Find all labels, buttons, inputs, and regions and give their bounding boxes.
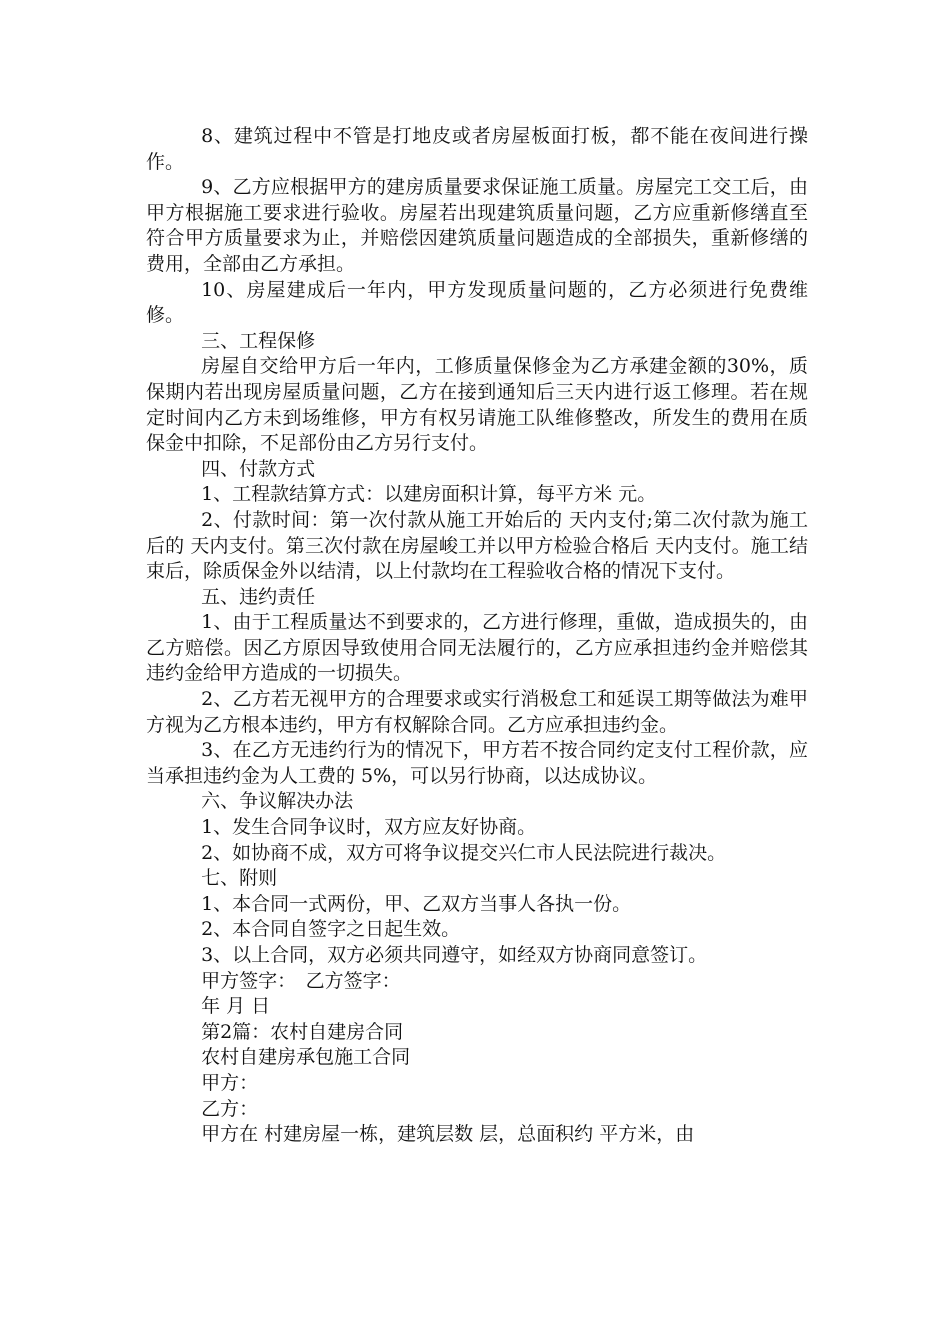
payment-clause-2: 2、付款时间：第一次付款从施工开始后的 天内支付;第二次付款为施工后的 天内支付。第三次付款在房屋峻工并以甲方检验合格后 天内支付。施工结束后，除质保金外以结清，以上付款均在工程验收合格的情况下支付。 [146, 508, 808, 583]
date-line: 年 月 日 [201, 995, 271, 1018]
appendix-clause-3: 3、以上合同，双方必须共同遵守，如经双方协商同意签订。 [201, 944, 708, 966]
contract-title: 农村自建房承包施工合同 [201, 1046, 411, 1069]
breach-clause-3: 3、在乙方无违约行为的情况下，甲方若不按合同约定支付工程价款，应当承担违约金为人工费的 5%，可以另行协商，以达成协议。 [146, 739, 808, 787]
warranty-text: 房屋自交给甲方后一年内，工修质量保修金为乙方承建金额的30%，质保期内若出现房屋质量问题，乙方在接到通知后三天内进行返工修理。若在规定时间内乙方未到场维修，甲方有权另请施工队维修整改，所发生的费用在质保金中扣除，不足部份由乙方另行支付。 [146, 355, 808, 455]
payment-clause-1: 1、工程款结算方式：以建房面积计算，每平方米 元。 [201, 483, 657, 506]
party-a-line: 甲方： [201, 1071, 259, 1094]
section-heading-warranty: 三、工程保修 [201, 329, 316, 352]
dispute-clause-2: 2、如协商不成，双方可将争议提交兴仁市人民法院进行裁决。 [201, 841, 727, 864]
breach-clause-2: 2、乙方若无视甲方的合理要求或实行消极怠工和延误工期等做法为难甲方视为乙方根本违约，甲方有权解除合同。乙方应承担违约金。 [146, 688, 808, 736]
dispute-clause-1: 1、发生合同争议时，双方应友好协商。 [201, 816, 537, 839]
section-heading-payment: 四、付款方式 [201, 457, 316, 480]
signature-line: 甲方签字： 乙方签字： [201, 969, 401, 992]
party-b-line: 乙方： [201, 1097, 259, 1120]
section-heading-breach: 五、违约责任 [201, 585, 316, 608]
clause-9: 9、乙方应根据甲方的建房质量要求保证施工质量。房屋完工交工后，由甲方根据施工要求进行验收。房屋若出现建筑质量问题，乙方应重新修缮直至符合甲方质量要求为止，并赔偿因建筑质量问题造成的全部损失，重新修缮的费用，全部由乙方承担。 [146, 176, 808, 275]
contract-intro: 甲方在 村建房屋一栋，建筑层数 层，总面积约 平方米，由 [201, 1123, 695, 1146]
clause-10: 10、房屋建成后一年内，甲方发现质量问题的，乙方必须进行免费维修。 [146, 278, 808, 327]
breach-clause-1: 1、由于工程质量达不到要求的，乙方进行修理，重做，造成损失的，由乙方赔偿。因乙方原因导致使用合同无法履行的，乙方应承担违约金并赔偿其违约金给甲方造成的一切损失。 [146, 611, 808, 685]
clause-8: 8、建筑过程中不管是打地皮或者房屋板面打板，都不能在夜间进行操作。 [146, 125, 808, 173]
document-body [146, 124, 808, 1148]
section-heading-dispute: 六、争议解决办法 [201, 790, 354, 813]
appendix-clause-2: 2、本合同自签字之日起生效。 [201, 918, 461, 941]
appendix-clause-1: 1、本合同一式两份，甲、乙双方当事人各执一份。 [201, 892, 632, 915]
article-2-title: 第2篇：农村自建房合同 [201, 1020, 404, 1043]
section-heading-appendix: 七、附则 [201, 867, 278, 890]
